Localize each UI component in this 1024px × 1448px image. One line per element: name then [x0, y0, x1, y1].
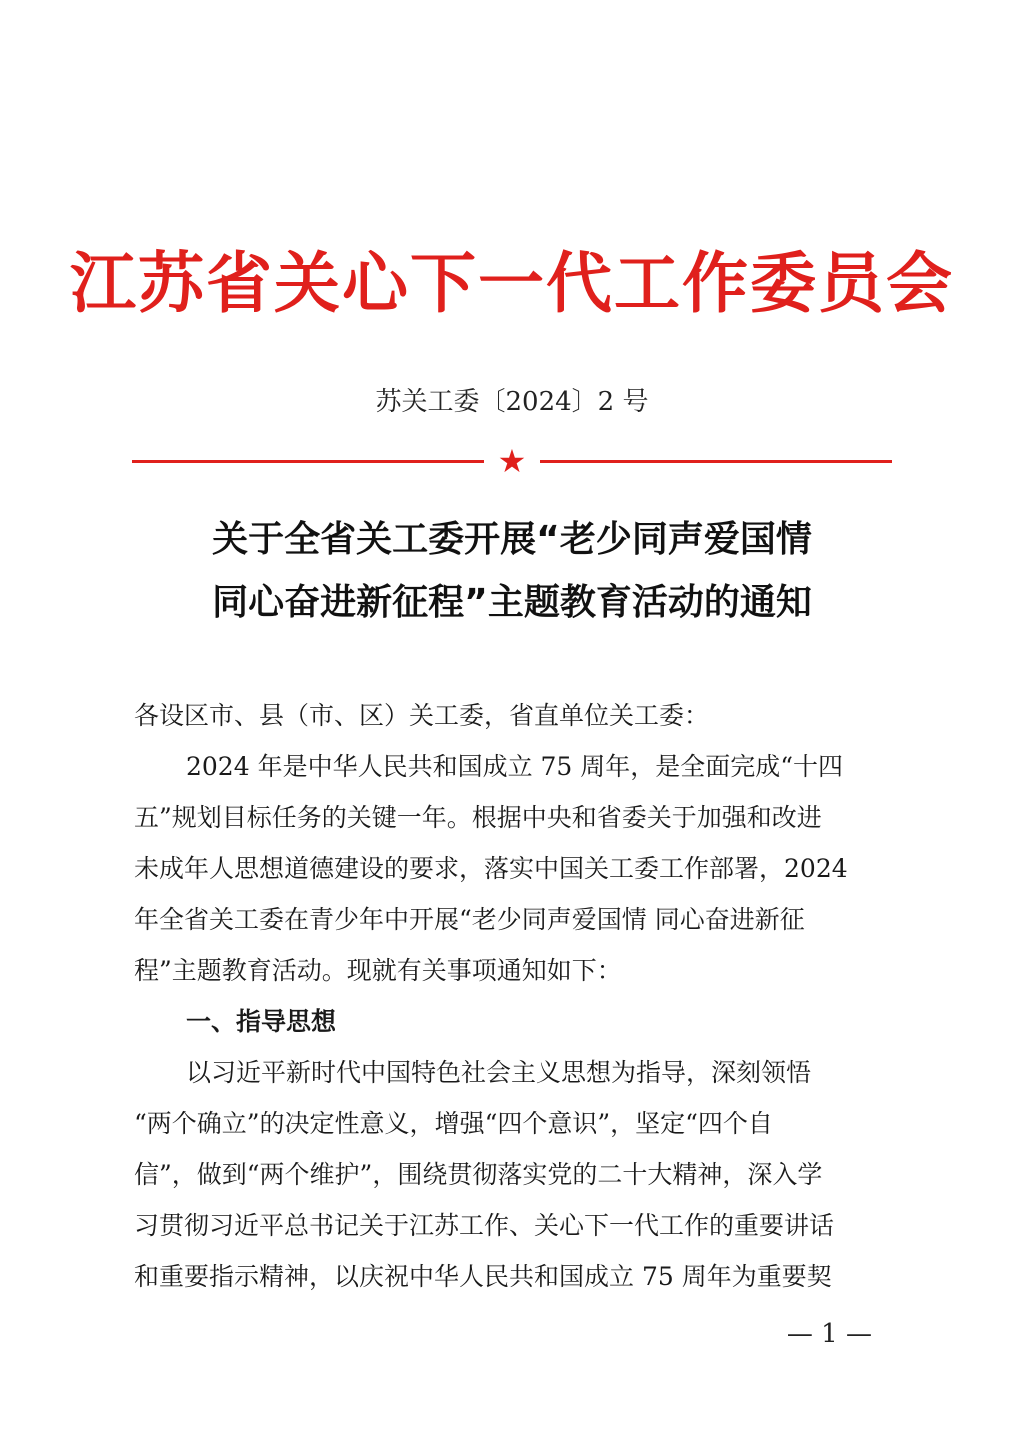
paragraph-2-line-3: 信”，做到“两个维护”，围绕贯彻落实党的二十大精神，深入学 [134, 1160, 823, 1189]
star-icon: ★ [497, 442, 527, 480]
document-number: 苏关工委〔2024〕2 号 [375, 387, 649, 417]
salutation: 各设区市、县（市、区）关工委，省直单位关工委： [134, 701, 710, 730]
paragraph-1-line-1: 2024 年是中华人民共和国成立 75 周年，是全面完成“十四 [186, 752, 844, 781]
divider-line-left [132, 460, 484, 463]
paragraph-1-line-3: 未成年人思想道德建设的要求，落实中国关工委工作部署，2024 [134, 854, 848, 883]
paragraph-2-line-2: “两个确立”的决定性意义，增强“四个意识”，坚定“四个自 [134, 1109, 773, 1138]
paragraph-2-line-5: 和重要指示精神，以庆祝中华人民共和国成立 75 周年为重要契 [134, 1262, 832, 1291]
paragraph-1-line-2: 五”规划目标任务的关键一年。根据中央和省委关于加强和改进 [134, 803, 822, 832]
notice-title-line-2: 同心奋进新征程”主题教育活动的通知 [212, 582, 812, 623]
paragraph-2-line-1: 以习近平新时代中国特色社会主义思想为指导，深刻领悟 [186, 1058, 812, 1087]
red-divider [132, 442, 892, 480]
notice-title-line-1: 关于全省关工委开展“老少同声爱国情 [212, 519, 812, 560]
paragraph-2-line-4: 习贯彻习近平总书记关于江苏工作、关心下一代工作的重要讲话 [134, 1211, 835, 1240]
paragraph-1-line-5: 程”主题教育活动。现就有关事项通知如下： [134, 956, 622, 985]
paragraph-1-line-4: 年全省关工委在青少年中开展“老少同声爱国情 同心奋进新征 [134, 905, 805, 934]
masthead-title: 江苏省关心下一代工作委员会 [70, 244, 954, 322]
divider-line-right [540, 460, 892, 463]
section-1-heading: 一、指导思想 [186, 1007, 337, 1036]
page-number: — 1 — [786, 1319, 872, 1349]
